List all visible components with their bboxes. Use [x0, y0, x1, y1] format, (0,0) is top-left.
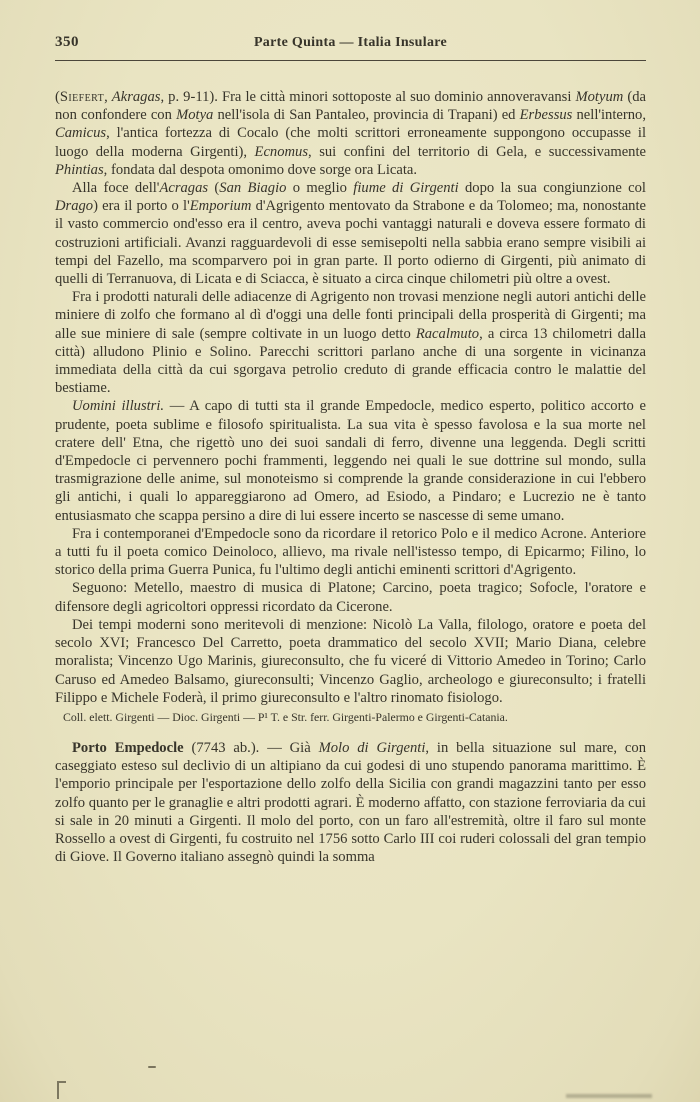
text-segment: (7743 ab.). — Già — [183, 739, 319, 756]
paragraph — [55, 288, 646, 397]
text-segment: Fra i prodotti naturali delle adiacenze di Agrigento non trovasi menzione negli autori antichi delle miniere di zolfo che formano al dì d'oggi una delle fonti principali della prosperità di Girgenti; ma alle sue miniere di sale (sempre coltivate in un luogo detto — [55, 289, 646, 342]
text-segment: , a circa 13 chilometri dalla città) alludono Plinio e Solino. Parecchi scrittori parlano anche di una sorgente in vicinanza immediata della città da cui sgorgava petrolio creduto di grande efficacia contro le malattie del bestiame. — [55, 325, 646, 397]
text-segment: Motyum — [575, 89, 624, 105]
page-header — [55, 34, 646, 56]
text-segment: Erbessus — [519, 107, 573, 124]
text-segment: Ecnomus — [254, 143, 309, 160]
text-segment: , sui confini del territorio di Gela, e successivamente — [308, 143, 646, 160]
scan-artifact-dash — [148, 1066, 156, 1068]
text-segment: , l'antica fortezza di Cocalo (che molti scrittori erroneamente suppongono occupasse il luogo della moderna Girgenti), — [55, 125, 646, 160]
paragraph — [55, 397, 646, 524]
text-segment: fiume di Girgenti — [353, 180, 459, 197]
text-segment: San Biagio — [219, 180, 287, 197]
text-segment: Akragas — [111, 89, 161, 105]
text-body — [55, 88, 646, 866]
paragraph — [55, 710, 646, 725]
text-segment: nell'isola di San Pantaleo, provincia di Trapani) ed — [213, 107, 520, 124]
text-segment: Camicus — [55, 125, 107, 142]
text-segment: (da non confondere con — [55, 89, 646, 124]
text-segment: ( — [55, 89, 60, 105]
paragraph — [55, 179, 646, 288]
header-rule — [55, 60, 646, 61]
text-segment: Motya — [176, 107, 214, 124]
text-segment: , — [104, 89, 112, 105]
text-segment: Dei tempi moderni sono meritevoli di menzione: Nicolò La Valla, filologo, oratore e poeta del secolo XVI; Francesco Del Carretto, poeta drammatico del secolo XVII; Mario Diana, celebre moralista; Vincenzo Ugo Marinis, giureconsulto, che fu viceré di Vittorio Amedeo in Torino; Carlo Caruso ed Amedeo Balsamo, giureconsulti; Vincenzo Gaglio, archeologo e giureconsulto; i fratelli Filippo e Michele Foderà, il primo giureconsulto e l'altro rinomato fisiologo. — [55, 616, 646, 706]
text-segment: Racalmuto — [415, 325, 480, 342]
text-segment: Siefert — [59, 89, 105, 105]
text-segment: Emporium — [189, 198, 252, 215]
page-number: 350 — [55, 34, 79, 50]
text-segment: Porto Empedocle — [72, 739, 184, 756]
text-segment: ) era il porto o l' — [93, 198, 190, 215]
text-segment: , in bella situazione sul mare, con caseggiato esteso sul declivio di un altipiano da cui godesi di uno stupendo panorama marittimo. È l'emporio principale per l'esportazione dello zolfo della Sicilia con grandi magazzini tanto per esso zolfo quanto per le granaglie e altri prodotti agrari. È moderno affatto, con stazione ferroviaria da cui si sale in 20 minuti a Girgenti. Il molo del porto, con un faro all'estremità, oltre il faro sul monte Rossello a ovest di Girgenti, fu costruito nel 1756 sotto Carlo III coi ruderi colossali del gran tempio di Giove. Il Governo italiano assegnò quindi la somma — [55, 739, 646, 866]
scan-artifact-corner — [57, 1081, 66, 1099]
paragraph — [55, 579, 646, 615]
text-segment: ( — [208, 180, 220, 197]
scan-artifact-smudge — [566, 1094, 652, 1098]
text-segment: — A capo di tutti sta il grande Empedocle, medico esperto, politico accorto e prudente, poeta sublime e filosofo spiritualista. La sua vita è spesso favolosa e la sua morte nel cratere dell' Etna, che rigettò uno dei suoi sandali di ferro, divenne una leggenda. Degli scritti d'Empedocle ci pervennero pochi frammenti, leggendo nei quali le sue dottrine sul mondo, sulla trasmigrazione delle anime, sul monoteismo si comprende la grande considerazione in cui l'ebbero gli antichi, i quali lo appareggiarono ad Omero, ad Esiodo, a Pindaro; e Lucrezio ne è tanto entusiasmato che scappa persino a dire di lui essere incerto se nascesse di seme umano. — [55, 398, 646, 524]
paragraph — [55, 525, 646, 580]
text-segment: Alla foce dell' — [72, 180, 160, 197]
text-segment: Molo di Girgenti — [318, 739, 426, 756]
header-title: Parte Quinta — Italia Insulare — [253, 35, 448, 50]
paragraph — [55, 88, 646, 179]
text-segment: , fondata dal despota omonimo dove sorge ora Licata. — [103, 161, 418, 178]
paragraph — [55, 616, 646, 707]
text-segment: Coll. elett. Girgenti — Dioc. Girgenti — P¹ T. e Str. ferr. Girgenti-Palermo e Girgenti-Catania. — [63, 709, 508, 724]
text-segment: o meglio — [286, 180, 354, 197]
text-segment: dopo la sua congiunzione col — [458, 180, 646, 197]
text-segment: Phintias — [55, 161, 104, 178]
text-segment: Fra i contemporanei d'Empedocle sono da ricordare il retorico Polo e il medico Acrone. Anteriore a tutti fu il poeta comico Deinoloco, allievo, ma rivale nell'istesso tempo, di Epicarmo; Filino, lo storico della prima Guerra Punica, fu l'ultimo degli antichi eminenti scrittori d'Agrigento. — [55, 525, 646, 579]
text-segment: Uomini illustri. — [72, 398, 165, 415]
text-segment: Drago — [55, 198, 94, 215]
text-segment: nell'interno, — [572, 107, 646, 124]
text-segment: Acragas — [159, 180, 209, 197]
text-segment: Seguono: Metello, maestro di musica di Platone; Carcino, poeta tragico; Sofocle, l'oratore e difensore degli agricoltori oppressi ricordato da Cicerone. — [55, 580, 646, 615]
paragraph — [55, 739, 646, 866]
text-segment: , p. 9-11). Fra le città minori sottoposte al suo dominio annoveravansi — [160, 89, 576, 105]
text-segment: d'Agrigento mentovato da Strabone e da Tolomeo; ma, nonostante il vasto commercio ond'esso era il centro, aveva pochi vantaggi naturali e doveva essere formato di costruzioni artificiali. Avanzi ragguardevoli di esse semisepolti nella sabbia erano sempre visibili ai tempi del Fazello, ma scomparvero poi in gran parte. Il porto odierno di Girgenti, più animato di quelli di Terranuova, di Licata e di Sciacca, è situato a circa cinque chilometri più oltre a ovest. — [55, 198, 647, 288]
